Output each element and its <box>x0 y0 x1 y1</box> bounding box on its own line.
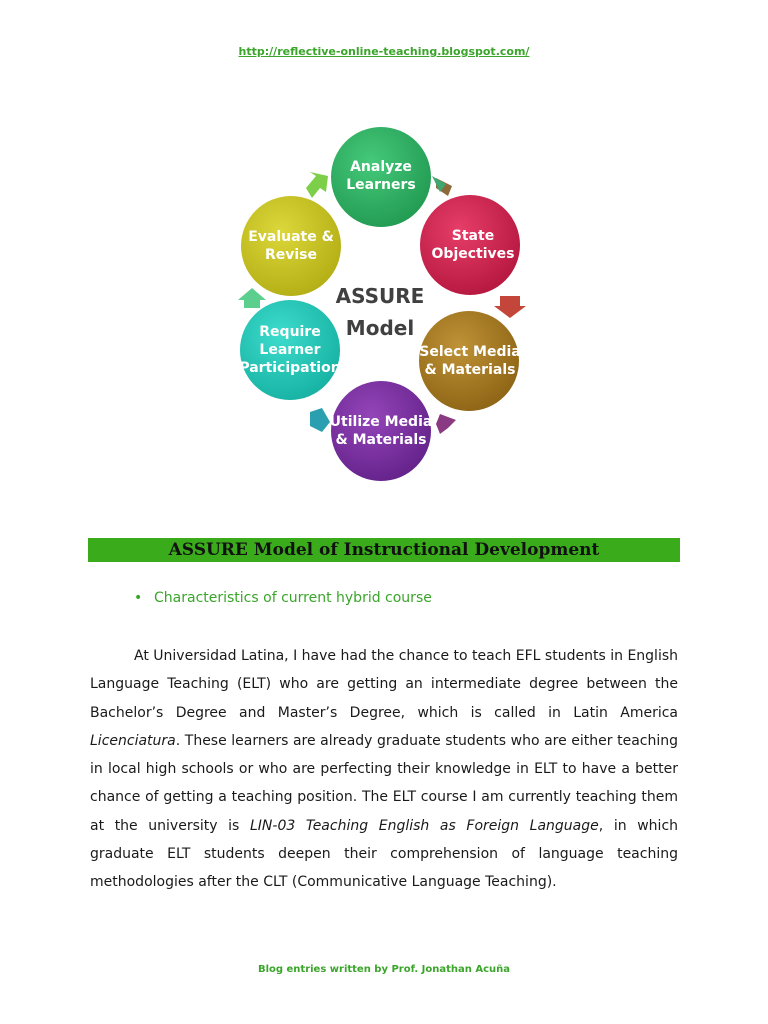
node-analyze-learners-label: Analyze Learners <box>346 159 416 193</box>
node-state-objectives-label: State Objectives <box>431 228 515 262</box>
paragraph-italic-licenciatura: Licenciatura <box>90 732 176 749</box>
center-title-line2: Model <box>345 316 415 340</box>
paragraph-text-1: At Universidad Latina, I have had the chance to teach EFL students in English Language Teaching (ELT) who are getting an intermediate degree between the Bachelor’s Degree and Master’s Degree, which is called in Latin America <box>90 648 678 721</box>
diagram-center-title <box>320 280 440 344</box>
paragraph-text-3: , in which graduate ELT students deepen their comprehension of language teaching methodologies after the CLT (Communicative Language Teaching). <box>90 817 679 891</box>
center-title-line1: ASSURE <box>335 284 425 308</box>
paragraph-text-2: . These learners are already graduate students who are either teaching in local high schools or who are perfecting their knowledge in ELT to have a better chance of getting a teaching position. The ELT course I am currently teaching them at the university is <box>90 732 678 834</box>
arrow-require-to-evaluate-icon <box>238 288 266 308</box>
bullet-dot: • <box>134 590 143 606</box>
arrow-select-to-utilize-icon <box>436 414 456 434</box>
arrow-evaluate-to-analyze-icon <box>306 172 328 198</box>
paragraph-italic-course: LIN-03 Teaching English as Foreign Language <box>249 817 599 834</box>
footer-credit: Blog entries written by Prof. Jonathan Acuña <box>257 964 511 975</box>
blog-url-link[interactable]: http://reflective-online-teaching.blogspot.com/ <box>238 45 530 58</box>
node-evaluate-revise-label: Evaluate & Revise <box>248 229 334 263</box>
node-select-media-label: Select Media & Materials <box>419 344 521 378</box>
bullet-item <box>134 590 432 606</box>
node-require-participation-label: Require Learner Participation <box>239 324 341 376</box>
bullet-text: Characteristics of current hybrid course <box>154 590 432 606</box>
body-paragraph <box>90 642 678 897</box>
section-title: ASSURE Model of Instructional Development <box>168 540 600 560</box>
node-utilize-media-label: Utilize Media & Materials <box>329 414 433 448</box>
arrow-state-to-select-icon <box>494 296 526 318</box>
section-title-bar <box>88 538 680 562</box>
